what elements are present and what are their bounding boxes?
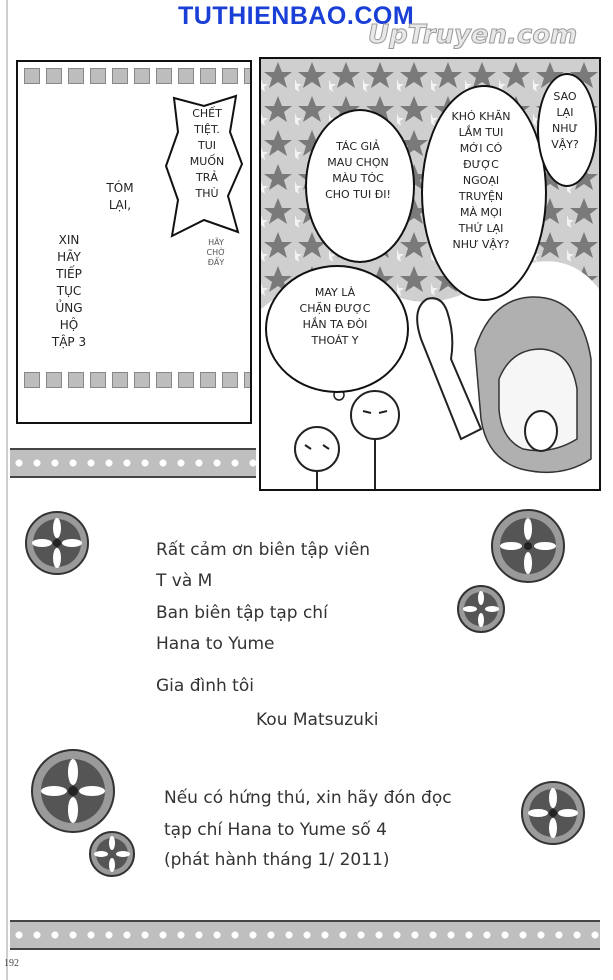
summary-text: TÓM LẠI, bbox=[106, 181, 134, 212]
why-bubble-text: SAO LẠI NHƯ VẬY? bbox=[551, 90, 579, 151]
flower-ornament bbox=[24, 510, 90, 576]
top-square-row bbox=[24, 68, 252, 84]
author-signature: Kou Matsuzuki bbox=[256, 710, 379, 730]
decor-strip-bottom bbox=[10, 920, 600, 950]
credits-line: T và M bbox=[156, 571, 213, 591]
right-panel bbox=[259, 57, 601, 491]
notice-line: Nếu có hứng thú, xin hãy đón đọc bbox=[164, 788, 452, 808]
page-number: 192 bbox=[4, 958, 19, 969]
decor-strip-top bbox=[10, 448, 256, 478]
credits-line: Gia đình tôi bbox=[156, 676, 254, 696]
flower-ornament bbox=[30, 748, 116, 834]
left-panel bbox=[16, 60, 252, 424]
please-support-text: XIN HÃY TIẾP TỤC ỦNG HỘ TẬP 3 bbox=[51, 233, 87, 349]
flower-ornament bbox=[490, 508, 566, 584]
credits-line: Ban biên tập tạp chí bbox=[156, 603, 328, 623]
author-bubble-text: TÁC GIẢ MAU CHỌN MÀU TÓC CHO TUI ĐI! bbox=[325, 140, 391, 201]
flower-ornament bbox=[520, 780, 586, 846]
credits-line: Rất cảm ơn biên tập viên bbox=[156, 540, 371, 560]
lucky-bubble-text: MAY LÀ CHẶN ĐƯỢC HẮN TA ĐÒI THOÁT Y bbox=[299, 286, 371, 347]
notice-line: tạp chí Hana to Yume số 4 bbox=[164, 820, 387, 840]
watermark-uptruyen: UpTruyen.com bbox=[368, 20, 578, 50]
wait-note: HÃY CHỜ ĐẤY bbox=[206, 238, 226, 267]
page-edge bbox=[6, 0, 8, 980]
watermark-tuthienbao: TUTHIENBAO.COM bbox=[178, 2, 415, 30]
flower-ornament bbox=[88, 830, 136, 878]
bottom-square-row bbox=[24, 372, 252, 388]
flower-ornament bbox=[456, 584, 506, 634]
credits-line: Hana to Yume bbox=[156, 634, 275, 654]
notice-line: (phát hành tháng 1/ 2011) bbox=[164, 850, 390, 870]
revenge-bubble-text: CHẾT TIỆT. TUI MUỐN TRẢ THÙ bbox=[189, 107, 225, 200]
hard-bubble-text: KHÓ KHĂN LẮM TUI MỚI CÓ ĐƯỢC NGOẠI TRUYỆN MÀ MỌI THỨ LẠI NHƯ VẬY? bbox=[451, 110, 511, 251]
